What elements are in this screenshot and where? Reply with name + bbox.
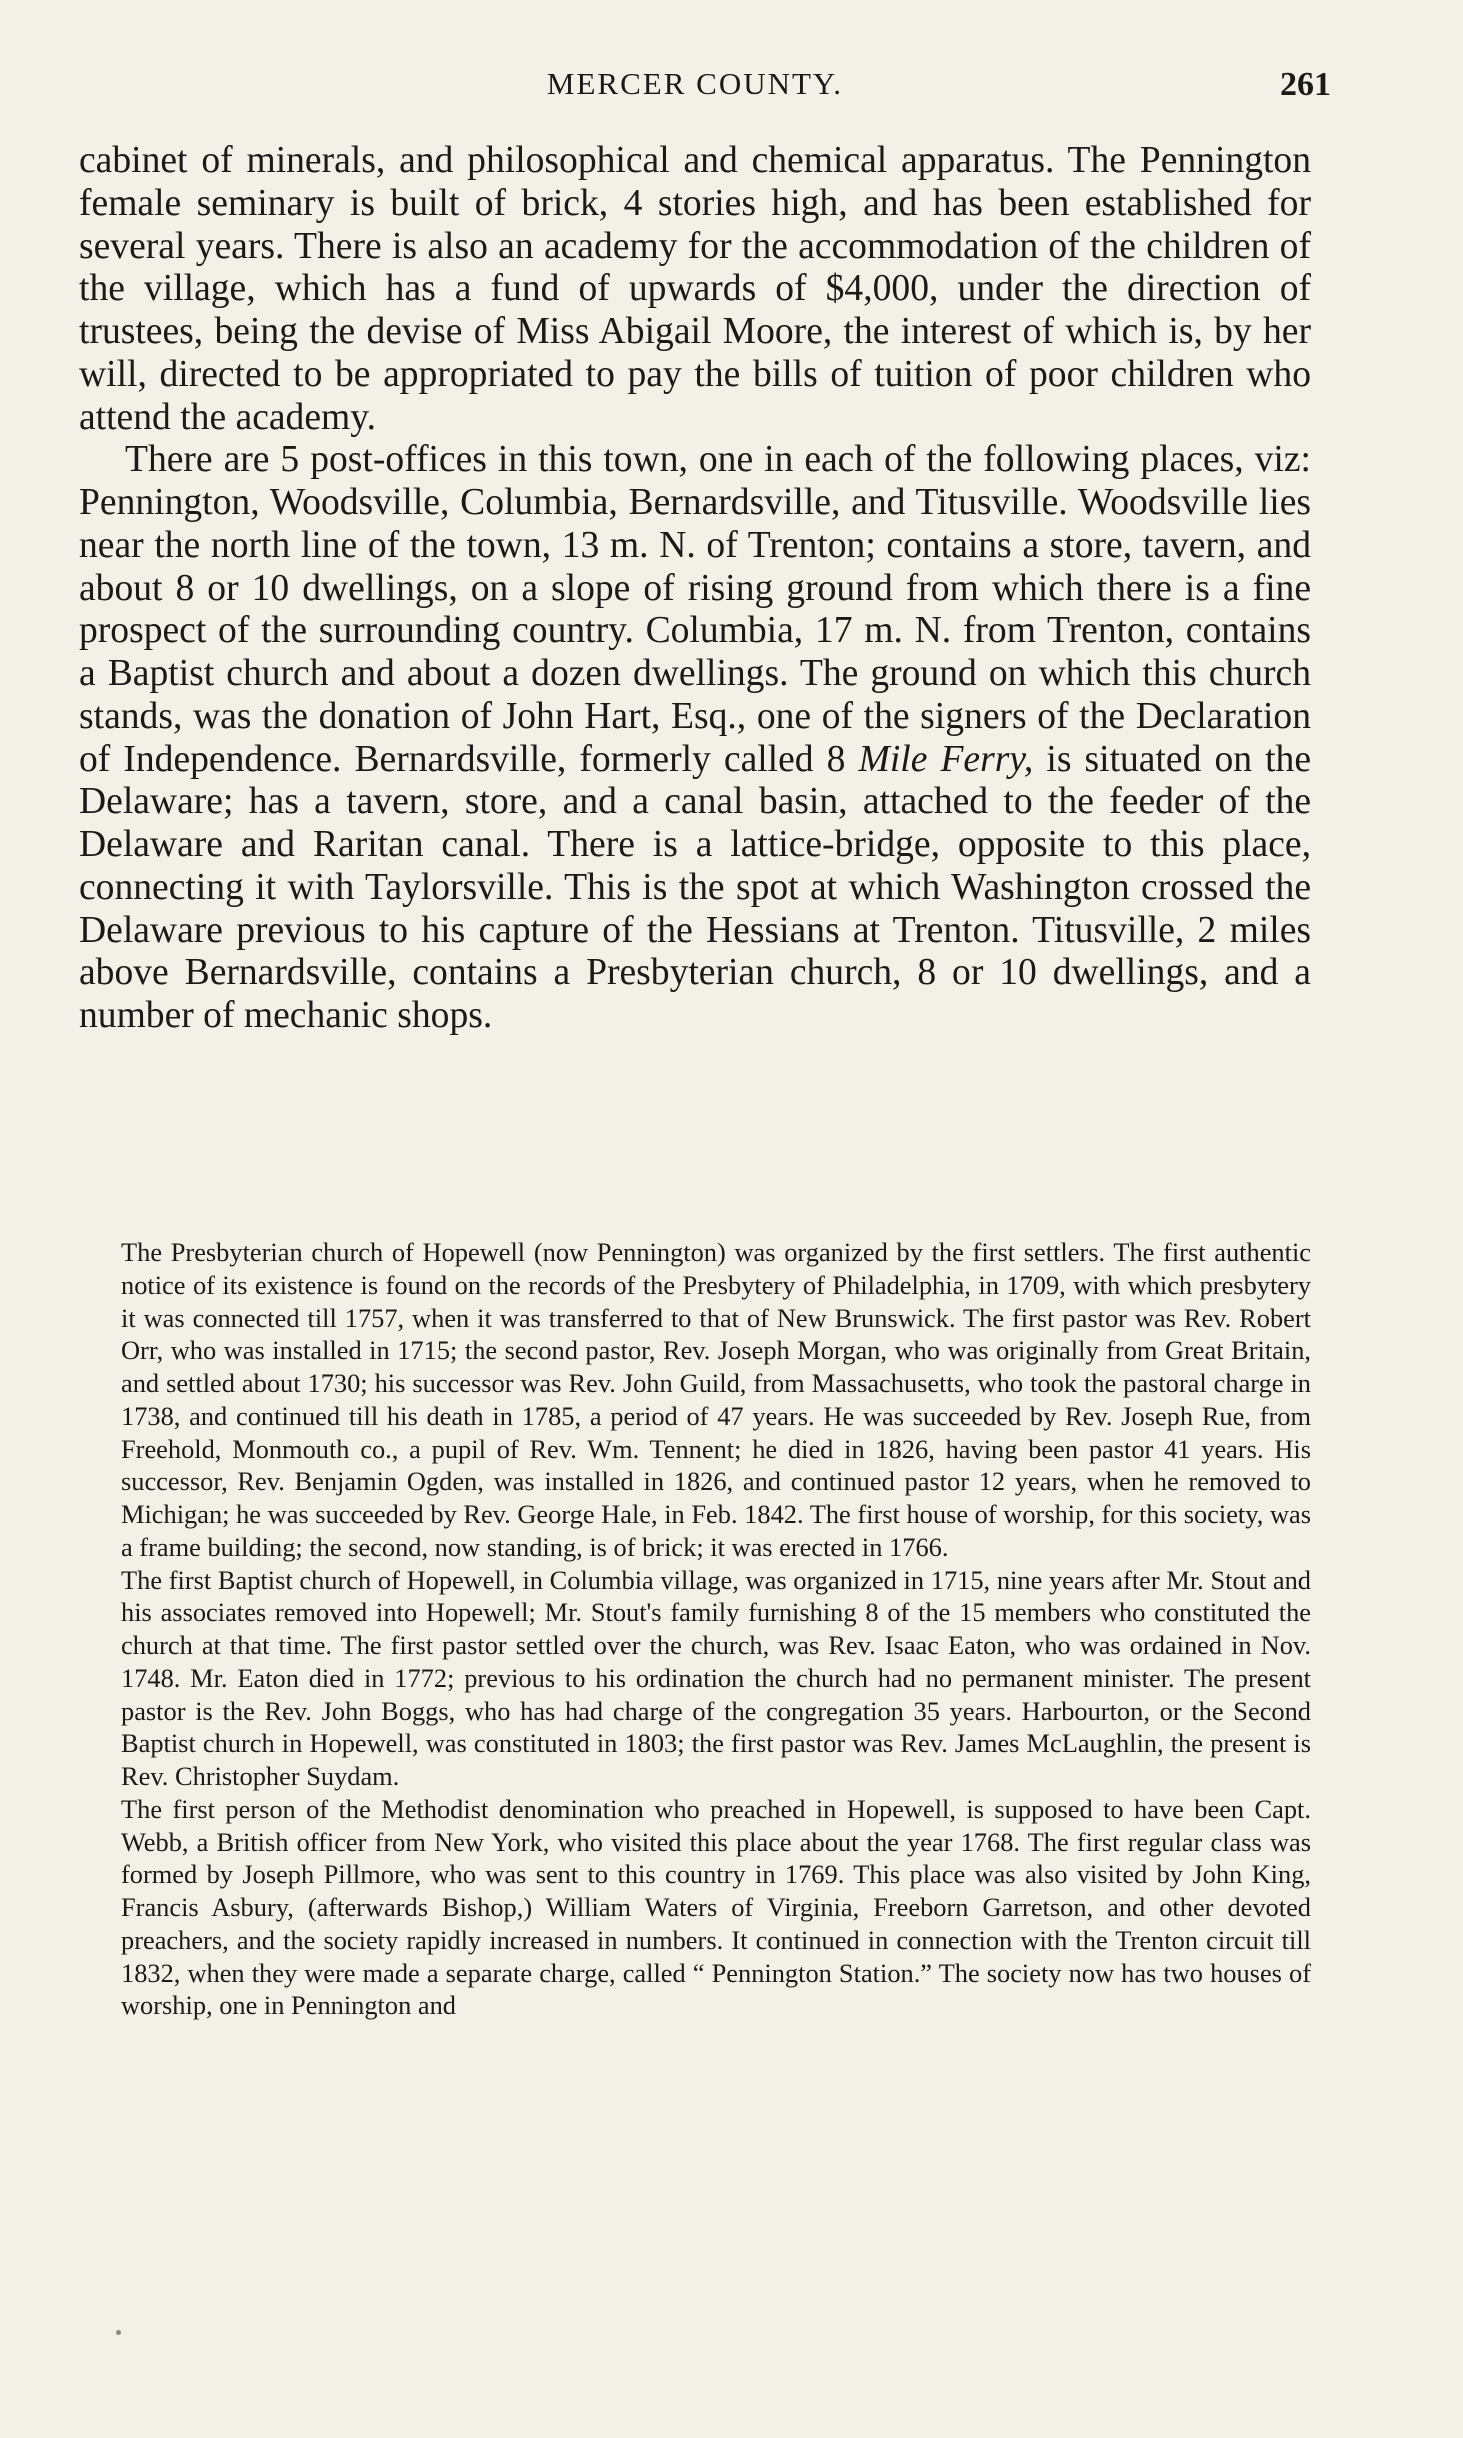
historical-notes bbox=[121, 1236, 1311, 2022]
paragraph-post-offices bbox=[79, 439, 1311, 1038]
page-speck bbox=[116, 2330, 121, 2335]
mile-ferry-italic: Mile Ferry, bbox=[858, 738, 1034, 780]
post-offices-text-end: is situated on the Delaware; has a tavern, store, and a canal basin, attached to the feeder of the Delaware and Raritan canal. There is a lattice-bridge, opposite to this place, connecting it with Taylorsville. This is the spot at which Washington crossed the Delaware previous to his capture of the Hessians at Trenton. Titusville, 2 miles above Bernardsville, contains a Presbyterian church, 8 or 10 dwellings, and a number of mechanic shops. bbox=[79, 738, 1312, 1036]
running-head bbox=[79, 62, 1331, 112]
note-baptist-church: The first Baptist church of Hopewell, in Columbia village, was organized in 1715, nine years after Mr. Stout and his associates removed into Hopewell; Mr. Stout's family furnishing 8 of the 15 members who constituted the church at that time. The first pastor settled over the church, was Rev. Isaac Eaton, who was ordained in Nov. 1748. Mr. Eaton died in 1772; previous to his ordination the church had no permanent minister. The present pastor is the Rev. John Boggs, who has had charge of the congregation 35 years. Harbourton, or the Second Baptist church in Hopewell, was constituted in 1803; the first pastor was Rev. James McLaughlin, the present is Rev. Christopher Suydam. bbox=[121, 1564, 1311, 1791]
post-offices-text-start: There are 5 post-offices in this town, one in each of the following places, viz: Pennington, Woodsville, Columbia, Bernardsville, and Titusville. Woodsville lies near the north line of the town, 13 m. N. of Trenton; contains a store, tavern, and about 8 or 10 dwellings, on a slope of rising ground from which there is a fine prospect of the surrounding country. Columbia, 17 m. N. from Trenton, contains a Baptist church and about a dozen dwellings. The ground on which this church stands, was the donation of John Hart, Esq., one of the signers of the Declaration of Independence. Bernardsville, formerly called 8 bbox=[79, 439, 1311, 780]
main-text bbox=[79, 140, 1311, 1038]
paragraph-academy: cabinet of minerals, and philosophical and chemical apparatus. The Pennington female seminary is built of brick, 4 stories high, and has been established for several years. There is also an academy for the accommodation of the children of the village, which has a fund of upwards of $4,000, under the direction of trustees, being the devise of Miss Abigail Moore, the interest of which is, by her will, directed to be appropriated to pay the bills of tuition of poor children who attend the academy. bbox=[79, 140, 1311, 438]
page-number: 261 bbox=[1280, 66, 1331, 103]
note-presbyterian-church: The Presbyterian church of Hopewell (now Pennington) was organized by the first settlers. The first authentic notice of its existence is found on the records of the Presbytery of Philadelphia, in 1709, with which presbytery it was connected till 1757, when it was transferred to that of New Brunswick. The first pastor was Rev. Robert Orr, who was installed in 1715; the second pastor, Rev. Joseph Morgan, who was originally from Great Britain, and settled about 1730; his successor was Rev. John Guild, from Massachusetts, who took the pastoral charge in 1738, and continued till his death in 1785, a period of 47 years. He was succeeded by Rev. Joseph Rue, from Freehold, Monmouth co., a pupil of Rev. Wm. Tennent; he died in 1826, having been pastor 41 years. His successor, Rev. Benjamin Ogden, was installed in 1826, and continued pastor 12 years, when he removed to Michigan; he was succeeded by Rev. George Hale, in Feb. 1842. The first house of worship, for this society, was a frame building; the second, now standing, is of brick; it was erected in 1766. bbox=[121, 1237, 1311, 1562]
note-methodist-society: The first person of the Methodist denomination who preached in Hopewell, is supposed to have been Capt. Webb, a British officer from New York, who visited this place about the year 1768. The first regular class was formed by Joseph Pillmore, who was sent to this country in 1769. This place was also visited by John King, Francis Asbury, (afterwards Bishop,) William Waters of Virginia, Freeborn Garretson, and other devoted preachers, and the society rapidly increased in numbers. It continued in connection with the Trenton circuit till 1832, when they were made a separate charge, called “ Pennington Station.” The society now has two houses of worship, one in Pennington and bbox=[121, 1793, 1311, 2021]
running-title: MERCER COUNTY. bbox=[546, 66, 844, 101]
